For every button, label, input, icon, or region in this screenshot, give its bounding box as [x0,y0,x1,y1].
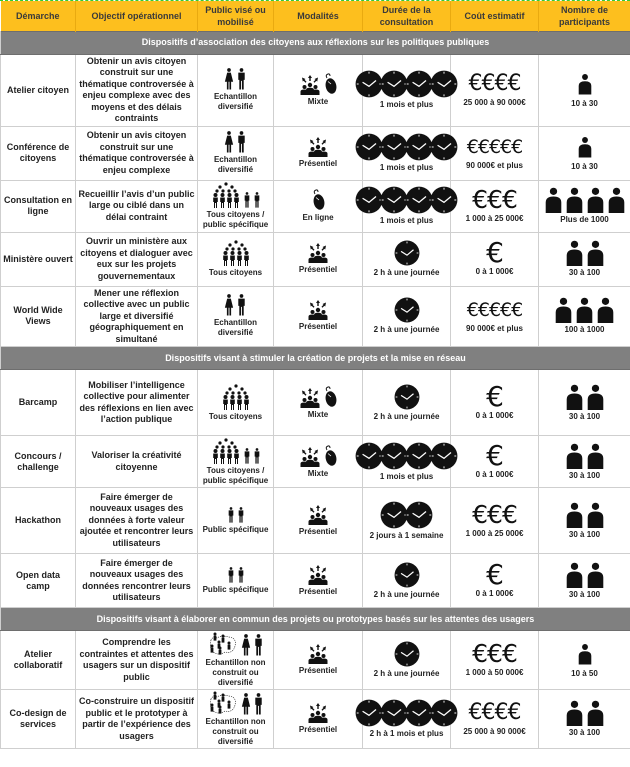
public-label: Tous citoyens / public spécifique [202,465,269,485]
public-cell [198,286,274,347]
modalite-cell [274,180,363,232]
column-header-duree: Durée de la consultation [363,1,451,31]
table-row [1,232,630,286]
pair-icon [243,192,261,208]
modalite-cell [274,370,363,436]
table-row [1,554,630,608]
mouse-icon [323,386,337,408]
duree-cell [363,631,451,690]
table-header-row [1,1,630,31]
clock-icon [394,384,420,410]
clock-icon [394,562,420,588]
group-icon [211,438,241,464]
table-row [1,370,630,436]
public-cell [198,554,274,608]
objectif-cell: Mobiliser l’intelligence collective pour alimenter des réflexions en lien avec l’action publique [76,370,198,436]
pair-icon [227,507,245,523]
objectif-cell: Obtenir un avis citoyen construit sur une thématique controversée à enjeu complexe avec des moyens et des délais contraints [76,54,198,126]
modalite-cell [274,554,363,608]
cout-label: 90 000€ et plus [466,324,523,334]
participants-cell [539,690,630,749]
objectif-cell: Mener une réflexion collective avec un public large et diversifié géographiquement en simultané [76,286,198,347]
clock-icon [355,442,458,470]
public-label: Public spécifique [202,524,269,534]
public-cell [198,126,274,180]
cout-label: 1 000 à 25 000€ [465,528,524,538]
objectif-cell: Comprendre les contraintes et attentes des usagers sur un dispositif public [76,631,198,690]
modalite-cell [274,690,363,749]
duree-cell [363,54,451,126]
modalite-label: Présentiel [298,265,338,274]
euro-icon: €€€ [472,499,517,529]
pair-icon [243,448,261,464]
cout-label: 0 à 1 000€ [475,588,514,598]
duree-label: 2 h à une journée [373,268,440,277]
couple-icon [241,693,264,715]
duree-cell [363,690,451,749]
modalite-label: Mixte [307,468,329,478]
column-header-participants: Nombre de participants [539,1,630,31]
cout-cell [451,436,539,488]
person-icon [578,641,592,667]
crowd-icon [307,565,329,585]
cout-cell [451,232,539,286]
participants-cell [539,631,630,690]
participants-label: 10 à 30 [571,99,598,108]
duree-cell [363,232,451,286]
modalite-cell [274,631,363,690]
participants-cell [539,436,630,488]
cout-label: 90 000€ et plus [466,161,523,170]
group-icon [221,384,251,410]
crowd-icon [299,75,321,95]
section-title: Dispositifs visant à élaborer en commun des projets ou prototypes basés sur les attentes des usagers [1,608,630,631]
person-icon [565,240,605,266]
cout-label: 0 à 1 000€ [475,410,514,420]
clock-icon [394,641,420,667]
person-icon [578,134,592,160]
public-label: Tous citoyens [208,411,263,421]
modalite-label: Présentiel [298,586,338,596]
crowd-icon [307,703,329,723]
euro-icon: €€€ [472,185,517,214]
modalite-label: En ligne [302,213,334,222]
column-header-objectif: Objectif opérationnel [76,1,198,31]
cout-cell [451,370,539,436]
cout-cell [451,554,539,608]
clock-icon [394,240,420,266]
participants-label: 30 à 100 [568,728,601,737]
public-cell [198,690,274,749]
table-row [1,690,630,749]
cout-cell [451,126,539,180]
objectif-cell: Co-construire un dispositif public et le prototyper à partir de l’expérience des usagers [76,690,198,749]
public-label: Tous citoyens [208,268,263,277]
objectif-cell: Obtenir un avis citoyen construit sur une thématique controversée à enjeu complexe [76,126,198,180]
participants-cell [539,232,630,286]
euro-icon: € [486,438,503,472]
clock-icon [355,699,458,727]
section-header-row [1,608,630,631]
modalite-label: Présentiel [298,526,338,536]
duree-label: 1 mois et plus [379,216,434,225]
public-cell [198,631,274,690]
cout-label: 0 à 1 000€ [475,469,514,479]
participants-label: 10 à 50 [571,669,598,678]
demarche-cell: Concours / challenge [1,436,76,488]
couple-icon [224,68,247,90]
cout-cell [451,631,539,690]
cout-cell [451,286,539,347]
crowd-icon [307,300,329,320]
participants-label: 100 à 1000 [564,325,605,335]
demarche-cell: Open data camp [1,554,76,608]
public-cell [198,488,274,554]
euro-icon: € [486,236,503,269]
column-header-modalites: Modalités [274,1,363,31]
public-label: Public spécifique [202,584,269,594]
crowd-icon [307,505,329,525]
duree-cell [363,126,451,180]
modalite-label: Présentiel [298,159,338,168]
participants-label: 10 à 30 [571,162,598,171]
participants-label: Plus de 1000 [560,215,609,224]
clock-icon [380,501,433,529]
participation-devices-table [0,1,630,749]
person-icon [565,700,605,726]
euro-icon: €€€€ [468,71,521,96]
duree-label: 1 mois et plus [379,163,434,172]
couple-icon [224,131,247,153]
mouse-icon [311,189,325,211]
demarche-cell: Hackathon [1,488,76,554]
duree-cell [363,436,451,488]
table-row [1,180,630,232]
cout-label: 0 à 1 000€ [475,267,514,276]
crowd-icon [299,388,321,408]
modalite-cell [274,126,363,180]
mouse-icon [323,73,337,95]
person-icon [565,502,605,528]
participants-cell [539,286,630,347]
public-label: Echantillon diversifié [213,92,258,111]
objectif-cell: Valoriser la créativité citoyenne [76,436,198,488]
table-body [1,31,630,749]
duree-cell [363,488,451,554]
participants-label: 30 à 100 [568,529,601,539]
pair-icon [227,567,245,583]
participants-cell [539,126,630,180]
euro-icon: €€€€€ [466,299,523,322]
table-row [1,631,630,690]
public-label: Echantillon non construit ou diversifié [205,658,266,687]
table-row [1,286,630,347]
duree-label: 2 jours à 1 semaine [369,530,444,540]
group-icon [211,182,241,208]
modalite-label: Mixte [307,409,329,419]
cout-cell [451,488,539,554]
demarche-cell: Conférence de citoyens [1,126,76,180]
duree-label: 2 h à 1 mois et plus [369,729,444,738]
person-icon [554,297,615,323]
crowd-icon [307,137,329,157]
public-label: Echantillon non construit ou diversifié [205,717,266,746]
duree-label: 2 h à une journée [373,411,440,421]
participants-label: 30 à 100 [568,411,601,421]
euro-icon: €€€€€ [466,136,523,158]
person-icon [578,71,592,97]
mouse-icon [323,445,337,467]
person-icon [544,187,626,213]
network-icon [207,632,239,656]
modalite-cell [274,54,363,126]
person-icon [565,443,605,469]
cout-cell [451,54,539,126]
table-row [1,488,630,554]
euro-icon: €€€ [472,639,517,668]
group-icon [221,240,251,266]
cout-label: 1 000 à 25 000€ [465,214,524,223]
cout-cell [451,690,539,749]
modalite-cell [274,436,363,488]
cout-cell [451,180,539,232]
objectif-cell: Ouvrir un ministère aux citoyens et dialoguer avec eux sur les projets gouvernementaux [76,232,198,286]
duree-cell [363,286,451,347]
table-row [1,54,630,126]
participants-cell [539,180,630,232]
modalite-label: Présentiel [298,322,338,332]
participants-cell [539,54,630,126]
participants-label: 30 à 100 [568,268,601,277]
demarche-cell: Consultation en ligne [1,180,76,232]
objectif-cell: Faire émerger de nouveaux usages des données à forte valeur ajoutée et rencontrer leurs utilisateurs [76,488,198,554]
column-header-demarche: Démarche [1,1,76,31]
duree-label: 1 mois et plus [379,471,434,481]
table-row [1,436,630,488]
participants-cell [539,370,630,436]
cout-label: 25 000 à 90 000€ [463,727,526,736]
participants-cell [539,554,630,608]
public-cell [198,436,274,488]
public-label: Echantillon diversifié [213,318,258,338]
modalite-label: Présentiel [298,725,338,734]
section-title: Dispositifs d’association des citoyens aux réflexions sur les politiques publiques [1,31,630,54]
column-header-public: Public visé ou mobilisé [198,1,274,31]
modalite-cell [274,286,363,347]
duree-cell [363,180,451,232]
modalite-label: Présentiel [298,666,338,675]
cout-label: 25 000 à 90 000€ [463,98,526,107]
modalite-cell [274,232,363,286]
couple-icon [224,294,247,316]
euro-icon: € [486,557,503,591]
clock-icon [355,70,458,98]
duree-label: 2 h à une journée [373,589,440,599]
demarche-cell: Co-design de services [1,690,76,749]
column-header-cout: Coût estimatif [451,1,539,31]
clock-icon [394,297,420,323]
person-icon [565,384,605,410]
duree-cell [363,554,451,608]
duree-cell [363,370,451,436]
demarche-cell: Atelier collaboratif [1,631,76,690]
demarche-cell: World Wide Views [1,286,76,347]
participants-cell [539,488,630,554]
participants-label: 30 à 100 [568,470,601,480]
modalite-label: Mixte [307,97,329,106]
table-row [1,126,630,180]
public-cell [198,370,274,436]
demarche-cell: Atelier citoyen [1,54,76,126]
section-title: Dispositifs visant à stimuler la création de projets et la mise en réseau [1,347,630,370]
duree-label: 1 mois et plus [379,100,434,109]
couple-icon [241,634,264,656]
modalite-cell [274,488,363,554]
person-icon [565,562,605,588]
demarche-cell: Barcamp [1,370,76,436]
demarche-cell: Ministère ouvert [1,232,76,286]
clock-icon [355,133,458,161]
crowd-icon [307,243,329,263]
public-cell [198,180,274,232]
public-cell [198,232,274,286]
public-cell [198,54,274,126]
network-icon [207,691,239,715]
clock-icon [355,186,458,214]
section-header-row [1,31,630,54]
objectif-cell: Faire émerger de nouveaux usages des données rencontrer leurs utilisateurs [76,554,198,608]
duree-label: 2 h à une journée [373,325,440,335]
public-label: Echantillon diversifié [213,155,258,174]
crowd-icon [307,644,329,664]
participants-label: 30 à 100 [568,589,601,599]
crowd-icon [299,447,321,467]
cout-label: 1 000 à 50 000€ [465,668,524,677]
section-header-row [1,347,630,370]
public-label: Tous citoyens / public spécifique [202,210,269,229]
euro-icon: €€€€ [468,700,521,725]
duree-label: 2 h à une journée [373,669,440,678]
euro-icon: € [486,379,503,413]
objectif-cell: Recueillir l’avis d’un public large ou ciblé dans un délai contraint [76,180,198,232]
